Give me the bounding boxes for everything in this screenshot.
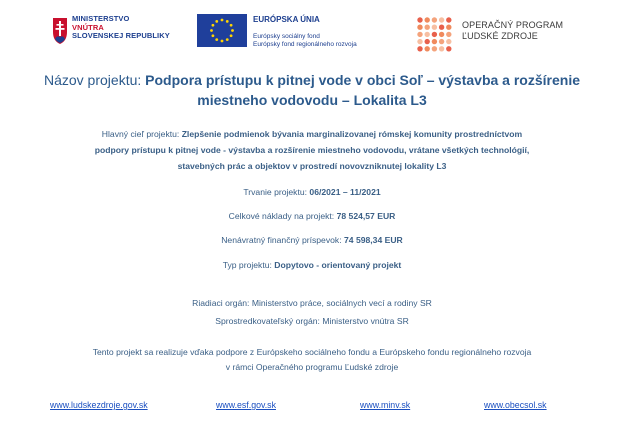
dots-grid-icon (416, 16, 453, 53)
link-ludskezdroje[interactable]: www.ludskezdroje.gov.sk (50, 400, 148, 410)
op-logo (416, 16, 563, 53)
goal-label: Hlavný cieľ projektu: (101, 129, 180, 139)
type-label: Typ projektu: (222, 260, 272, 270)
managing-authority: Riadiaci orgán: Ministerstvo práce, sociálnych vecí a rodiny SR (192, 298, 432, 308)
cost-row (0, 211, 624, 221)
eu-logo (197, 14, 357, 48)
title-line2: miestneho vodovodu – Lokalita L3 (197, 92, 427, 108)
goal-text-3: stavebných prác a objektov v prostredí novovzniknutej lokality L3 (177, 161, 447, 171)
cost-value: 78 524,57 EUR (336, 211, 396, 221)
eu-fund-2: Európsky fond regionálneho rozvoja (253, 40, 357, 48)
ministry-name (72, 15, 170, 41)
goal-text-1: Zlepšenie podmienok bývania marginalizovanej rómskej komunity prostredníctvom (181, 129, 523, 139)
eu-fund-1: Európsky sociálny fond (253, 33, 320, 40)
ministry-line3: SLOVENSKEJ REPUBLIKY (72, 31, 170, 41)
project-title (0, 70, 624, 110)
project-goal (32, 126, 592, 174)
link-minv[interactable]: www.minv.sk (360, 400, 411, 410)
op-line1: OPERAČNÝ PROGRAM (462, 20, 564, 30)
support-line2: v rámci Operačného programu Ľudské zdroje (225, 362, 399, 372)
grant-value: 74 598,34 EUR (344, 235, 403, 245)
title-label: Názov projektu: (43, 72, 142, 88)
ministry-line2: VNÚTRA (72, 22, 104, 32)
footer-links (0, 400, 624, 414)
duration-row (0, 187, 624, 197)
title-line1: Podpora prístupu k pitnej vode v obci Soľ – výstavba a rozšírenie (145, 72, 580, 88)
goal-text-2: podpory prístupu k pitnej vode - výstavba a rozšírenie miestneho vodovodu, vrátane všetkých technológií, (94, 145, 530, 155)
duration-value: 06/2021 – 11/2021 (309, 187, 381, 197)
duration-label: Trvanie projektu: (243, 187, 308, 197)
intermediate-body: Sprostredkovateľský orgán: Ministerstvo vnútra SR (215, 316, 409, 326)
eu-title: EURÓPSKA ÚNIA (253, 15, 320, 24)
eu-flag-icon (197, 14, 247, 47)
op-line2: ĽUDSKÉ ZDROJE (462, 31, 538, 41)
ministry-logo (52, 15, 170, 45)
cost-label: Celkové náklady na projekt: (228, 211, 335, 221)
link-esf[interactable]: www.esf.gov.sk (216, 400, 276, 410)
ministry-line1: MINISTERSTVO (72, 14, 130, 23)
grant-label: Nenávratný finančný príspevok: (221, 235, 342, 245)
grant-row (0, 235, 624, 245)
type-row (0, 260, 624, 270)
link-obecsol[interactable]: www.obecsol.sk (484, 400, 547, 410)
type-value: Dopytovo - orientovaný projekt (274, 260, 402, 270)
support-line1: Tento projekt sa realizuje vďaka podpore z Európskeho sociálneho fondu a Európskeho fondu regionálneho rozvoja (92, 347, 532, 357)
support-statement (0, 345, 624, 375)
slovak-crest-icon (52, 15, 68, 45)
